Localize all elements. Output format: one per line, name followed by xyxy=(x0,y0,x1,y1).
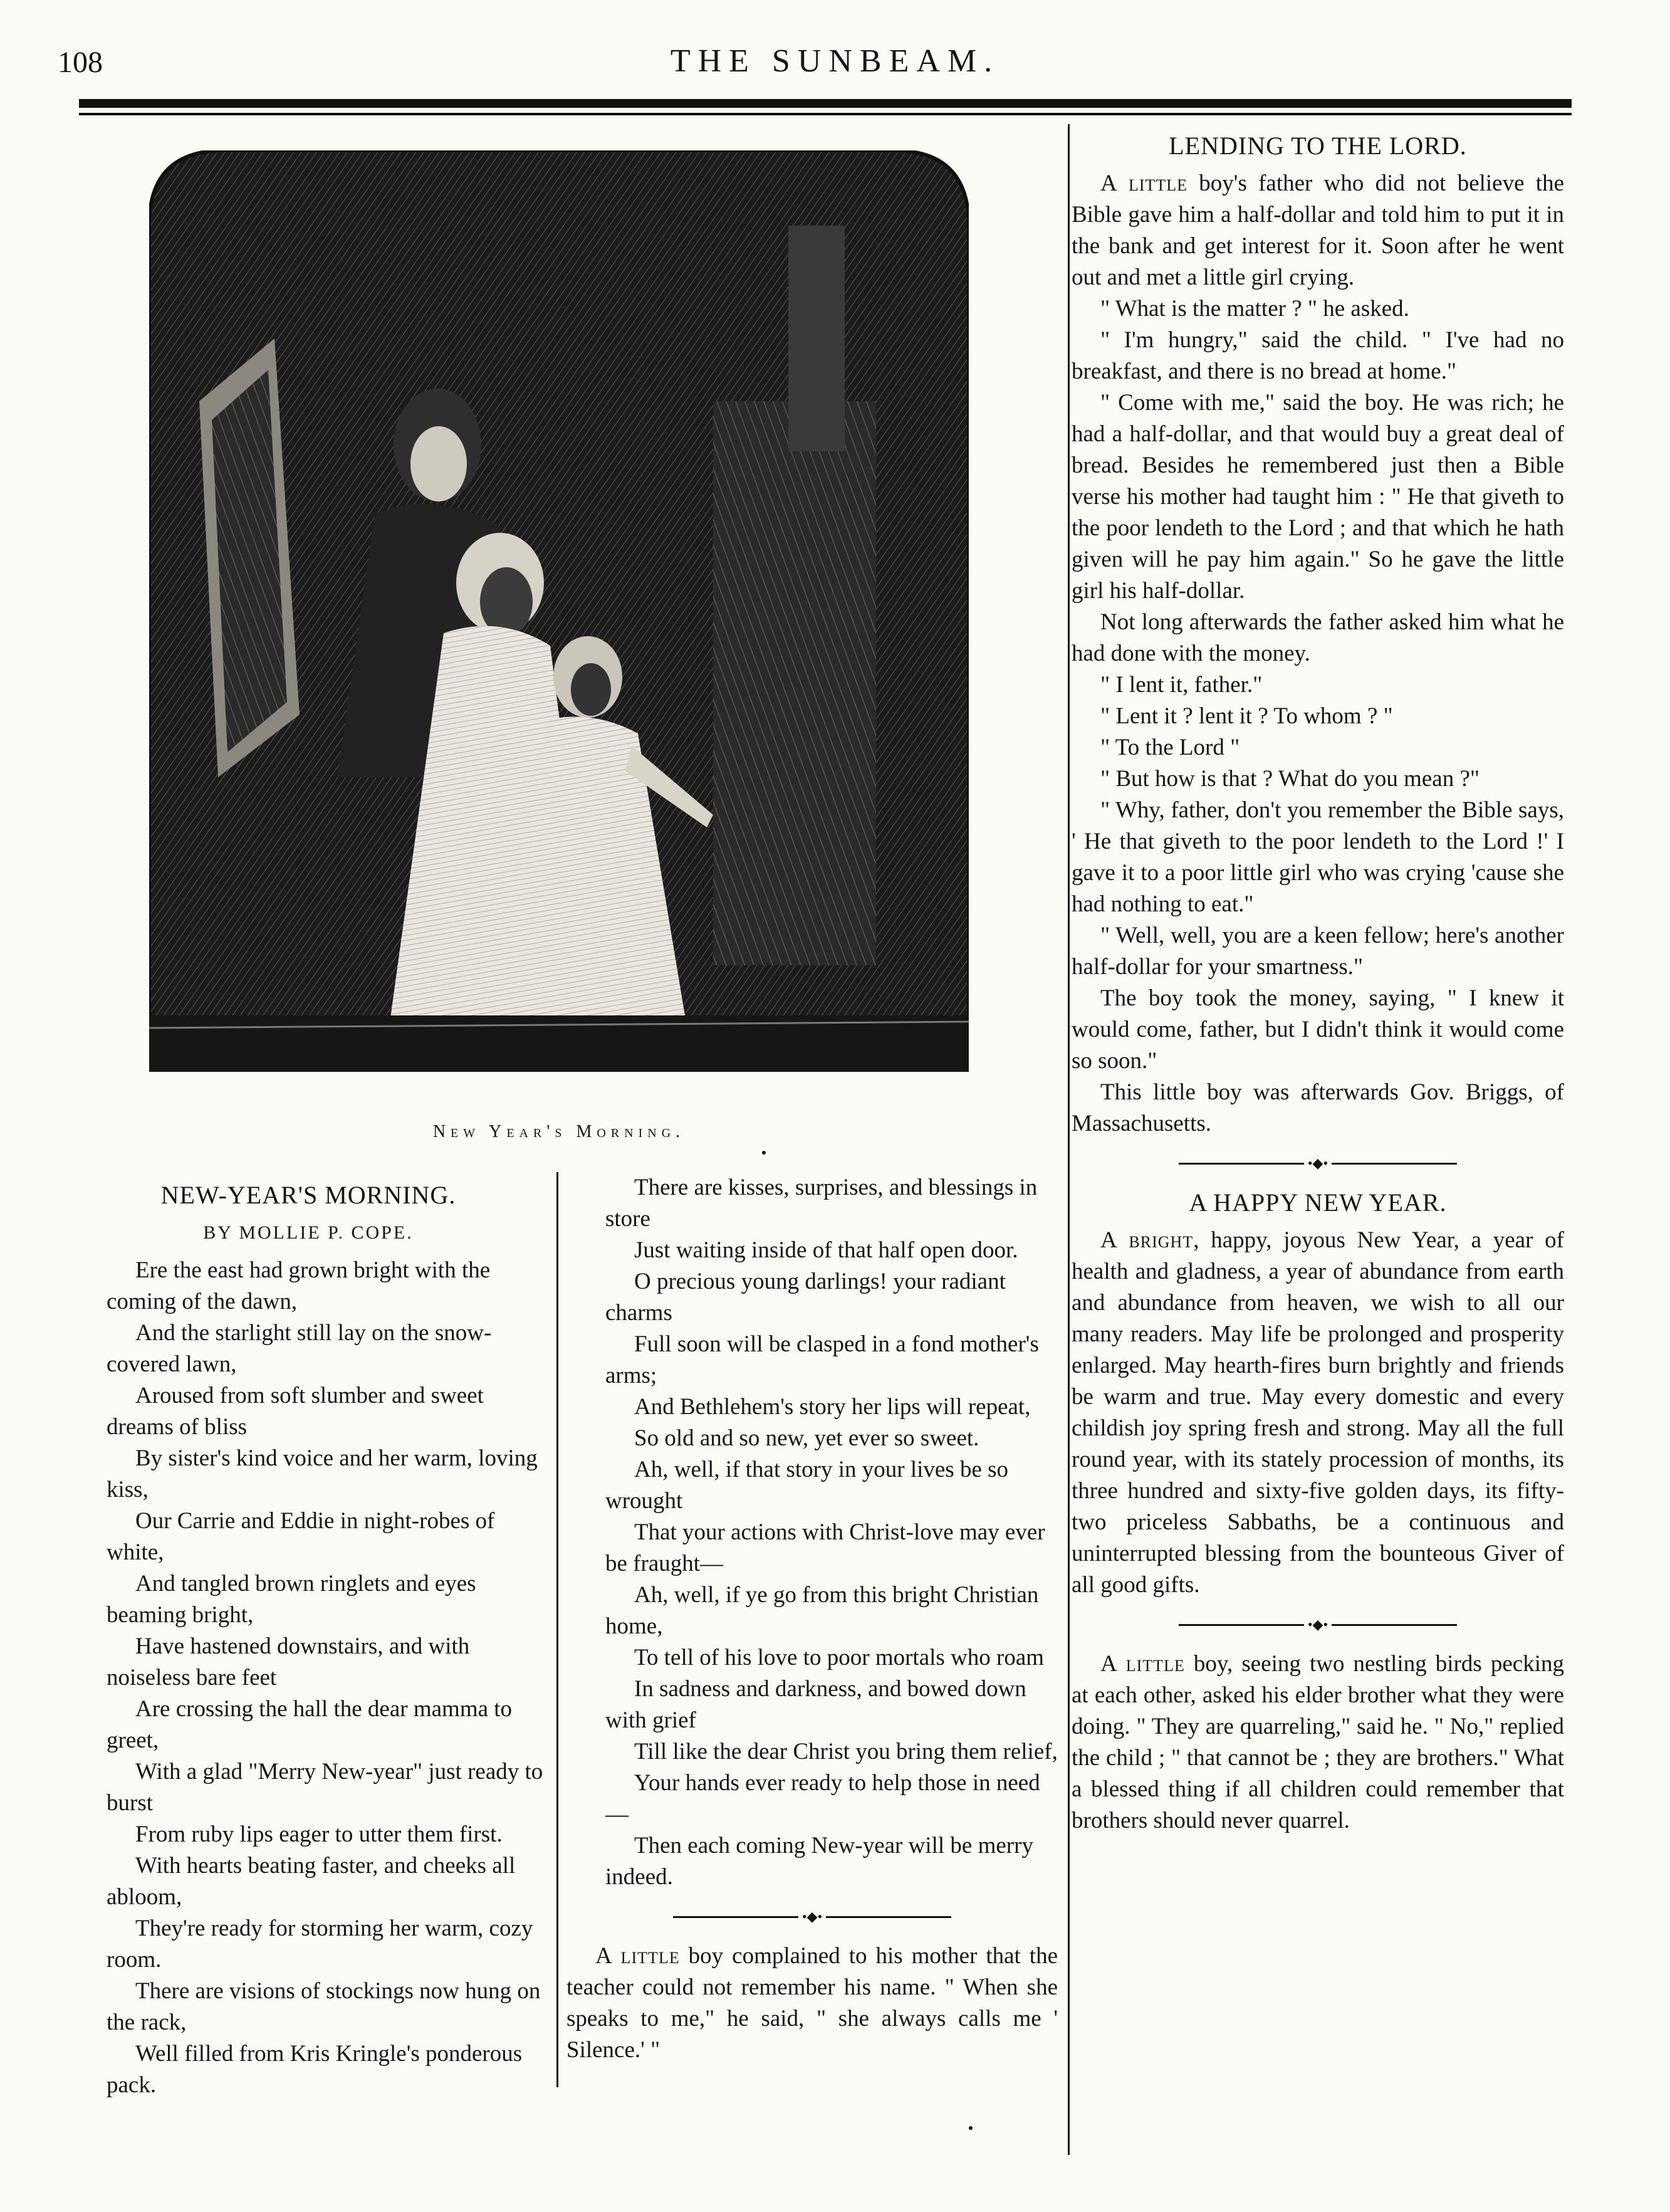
lead-in: A little xyxy=(595,1943,680,1969)
paragraph-text: boy complained to his mother that the teacher could not remember his name. " When she speaks to me," he said, " she always calls me ' Silence.' " xyxy=(566,1943,1058,2063)
divider-bar xyxy=(1179,1163,1304,1165)
illustration-caption: New Year's Morning. xyxy=(432,1122,686,1141)
paragraph-text: boy, seeing two nestling birds pecking at each other, asked his elder brother what they were doing. " They are quarreling," said he. " No," replied the child ; " that cannot be ; they are brothers." What a blessed thing if all children could remember that brothers should never quarrel. xyxy=(1072,1651,1565,1833)
section-divider xyxy=(1072,1612,1564,1637)
poem-line: O precious young darlings! your radiant charms xyxy=(605,1269,1006,1326)
paragraph: " Lent it ? lent it ? To whom ? " xyxy=(1100,703,1393,729)
poem-line: Our Carrie and Eddie in night-robes of white, xyxy=(107,1508,495,1565)
poem-line: With hearts beating faster, and cheeks all abloom, xyxy=(107,1853,516,1910)
poem-line: Full soon will be clasped in a fond mother's arms; xyxy=(605,1331,1039,1388)
poem-line: Your hands ever ready to help those in need— xyxy=(605,1770,1040,1827)
paragraph: " I'm hungry," said the child. " I've had no breakfast, and there is no bread at home." xyxy=(1072,327,1564,384)
poem-line: In sadness and darkness, and bowed down with grief xyxy=(605,1676,1026,1733)
poem-line: So old and so new, yet ever so sweet. xyxy=(634,1425,979,1451)
poem-line: That your actions with Christ-love may ever be fraught— xyxy=(605,1519,1045,1576)
column-rule-poem xyxy=(556,1172,558,2087)
paragraph: " To the Lord " xyxy=(1100,735,1240,760)
poem-line: And Bethlehem's story her lips will repeat, xyxy=(634,1394,1031,1420)
poem-title: NEW-YEAR'S MORNING. xyxy=(160,1181,456,1209)
header-rule-thick xyxy=(79,99,1572,108)
paragraph: The boy took the money, saying, " I knew it would come, father, but I didn't think it would come so soon." xyxy=(1072,985,1564,1074)
paragraph xyxy=(566,1941,1058,2066)
print-speck xyxy=(762,1151,766,1155)
engraving-illustration xyxy=(149,150,969,1072)
paragraph: Not long afterwards the father asked him what he had done with the money. xyxy=(1072,609,1564,666)
paragraph: " But how is that ? What do you mean ?" xyxy=(1100,766,1480,792)
right-column xyxy=(1072,130,1564,1837)
poem-line: To tell of his love to poor mortals who roam xyxy=(634,1645,1045,1670)
paragraph xyxy=(1072,1225,1564,1601)
poem-line: Are crossing the hall the dear mamma to greet, xyxy=(107,1696,513,1753)
divider-ornament: •◆• xyxy=(1307,1155,1328,1171)
paragraph: " Well, well, you are a keen fellow; here's another half-dollar for your smartness." xyxy=(1072,923,1564,980)
masthead-title: THE SUNBEAM. xyxy=(670,43,1000,79)
poem-line: Well filled from Kris Kringle's ponderous pack. xyxy=(107,2041,523,2098)
poem-line: There are kisses, surprises, and blessings in store xyxy=(605,1175,1038,1232)
article-title-happy-new-year: A HAPPY NEW YEAR. xyxy=(1189,1188,1447,1217)
lead-in: A little xyxy=(1100,1651,1185,1677)
poem-line: Ah, well, if ye go from this bright Christian home, xyxy=(605,1582,1039,1639)
lead-in: A little xyxy=(1100,170,1188,196)
engraving-picture xyxy=(149,150,969,1072)
article-title-lending: LENDING TO THE LORD. xyxy=(1169,132,1467,160)
divider-bar xyxy=(826,1916,951,1918)
poem-line: Aroused from soft slumber and sweet dreams of bliss xyxy=(107,1383,484,1440)
lead-in: A bright xyxy=(1100,1227,1194,1253)
paragraph: " I lent it, father." xyxy=(1100,672,1263,698)
paragraph: " What is the matter ? " he asked. xyxy=(1100,296,1409,322)
divider-bar xyxy=(673,1916,798,1918)
poem-line: From ruby lips eager to utter them first. xyxy=(135,1821,503,1847)
poem-byline: BY MOLLIE P. COPE. xyxy=(203,1222,414,1243)
section-divider xyxy=(566,1904,1058,1929)
column-rule-right xyxy=(1068,124,1070,2155)
poem-column-right xyxy=(566,1172,1058,2066)
poem-line: Ah, well, if that story in your lives be so wrought xyxy=(605,1457,1009,1514)
poem-line: With a glad "Merry New-year" just ready to burst xyxy=(107,1759,543,1816)
paragraph: " Why, father, don't you remember the Bible says, ' He that giveth to the poor lendeth to the Lord !' I gave it to a poor little girl who was crying 'cause she had nothing to eat." xyxy=(1072,797,1564,917)
poem-line: Then each coming New-year will be merry indeed. xyxy=(605,1833,1033,1890)
paragraph xyxy=(1072,168,1564,293)
page-number: 108 xyxy=(58,46,103,79)
divider-ornament: •◆• xyxy=(1307,1617,1328,1632)
poem-line: Just waiting inside of that half open door. xyxy=(634,1237,1018,1263)
paragraph-text: , happy, joyous New Year, a year of health and gladness, a year of abundance from earth and abundance from heaven, we wish to all our many readers. May life be prolonged and prosperity enlarged. May hearth-fires burn brightly and friends be warm and true. May every domestic and every childish joy spring fresh and strong. May all the full round year, with its stately procession of months, its three hundred and sixty-five golden days, its fifty-two priceless Sabbaths, be a continuous and uninterrupted blessing from the bounteous Giver of all good gifts. xyxy=(1072,1227,1564,1598)
poem-line: And tangled brown ringlets and eyes beaming bright, xyxy=(107,1571,476,1628)
poem-line: Ere the east had grown bright with the coming of the dawn, xyxy=(107,1257,491,1314)
header-rule-thin xyxy=(79,113,1572,115)
divider-bar xyxy=(1179,1624,1304,1626)
poem-column-left xyxy=(68,1180,549,2101)
poem-line: And the starlight still lay on the snow-covered lawn, xyxy=(107,1320,492,1377)
poem-line: They're ready for storming her warm, cozy room. xyxy=(107,1916,533,1973)
print-speck xyxy=(969,2126,973,2130)
paragraph-text: boy's father who did not believe the Bible gave him a half-dollar and told him to put it in the bank and get interest for it. Soon after he went out and met a little girl crying. xyxy=(1072,170,1564,290)
divider-bar xyxy=(1332,1624,1457,1626)
divider-ornament: •◆• xyxy=(801,1909,823,1924)
divider-bar xyxy=(1332,1163,1457,1165)
poem-line: By sister's kind voice and her warm, loving kiss, xyxy=(107,1445,538,1502)
paragraph: " Come with me," said the boy. He was rich; he had a half-dollar, and that would buy a great deal of bread. Besides he remembered just then a Bible verse his mother had taught him : " He that giveth to the poor lendeth to the Lord ; and that which he hath given will he pay him again." So he gave the little girl his half-dollar. xyxy=(1072,390,1564,604)
paragraph: This little boy was afterwards Gov. Briggs, of Massachusetts. xyxy=(1072,1079,1564,1136)
section-divider xyxy=(1072,1151,1564,1176)
paragraph xyxy=(1072,1649,1564,1837)
poem-line: There are visions of stockings now hung on the rack, xyxy=(107,1978,541,2035)
poem-line: Have hastened downstairs, and with noiseless bare feet xyxy=(107,1633,470,1690)
poem-line: Till like the dear Christ you bring them relief, xyxy=(634,1739,1058,1764)
